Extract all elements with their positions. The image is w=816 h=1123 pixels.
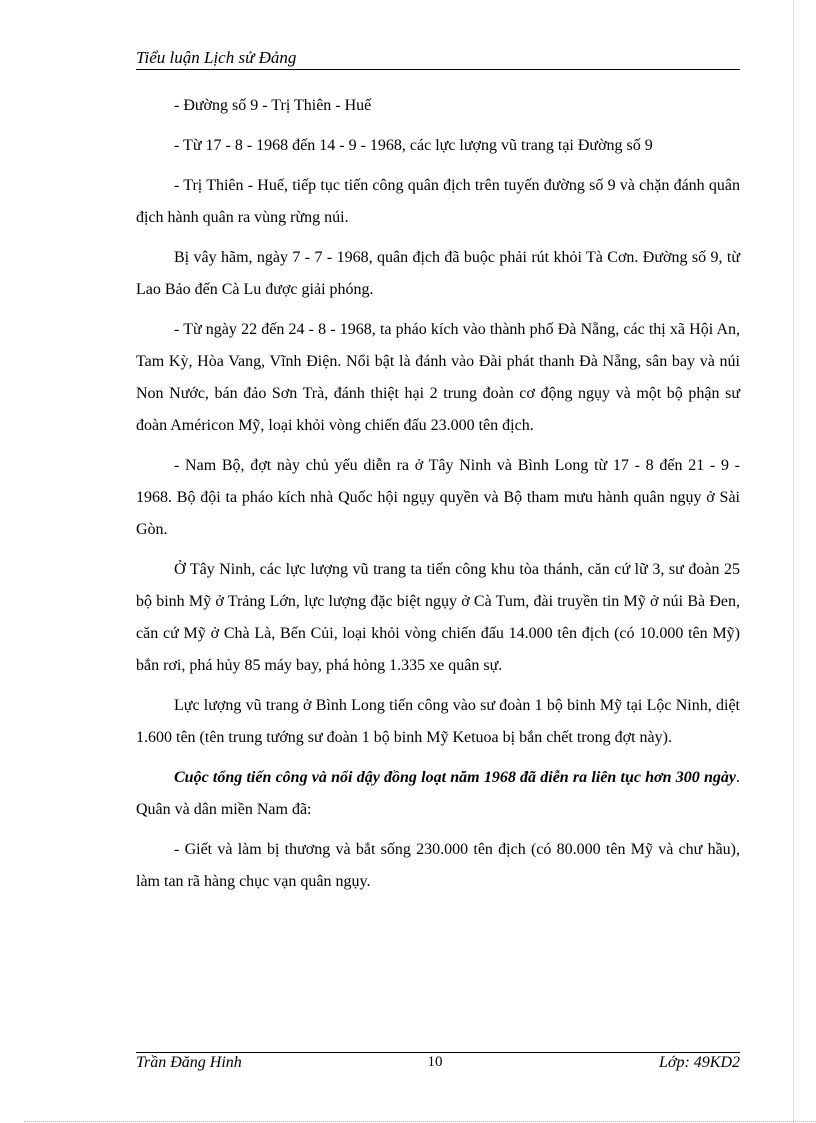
paragraph-8: Lực lượng vũ trang ở Bình Long tiến công vào sư đoàn 1 bộ binh Mỹ tại Lộc Ninh, diệt 1.600 tên (tên trung tướng sư đoàn 1 bộ binh Mỹ Ketuoa bị bắn chết trong đợt này). (136, 697, 740, 746)
paragraph-7: Ở Tây Ninh, các lực lượng vũ trang ta tiến công khu tòa thánh, căn cứ lữ 3, sư đoàn 25 bộ binh Mỹ ở Trảng Lớn, lực lượng đặc biệt ngụy ở Cà Tum, đài truyền tin Mỹ ở núi Bà Đen, căn cứ Mỹ ở Chà Là, Bến Củi, loại khỏi vòng chiến đấu 14.000 tên địch (có 10.000 tên Mỹ) bắn rơi, phá hủy 85 máy bay, phá hỏng 1.335 xe quân sự. (136, 561, 740, 674)
page-right-edge (793, 0, 794, 1123)
paragraph-4: Bị vây hãm, ngày 7 - 7 - 1968, quân địch đã buộc phải rút khỏi Tà Cơn. Đường số 9, từ Lao Bảo đến Cà Lu được giải phóng. (136, 249, 740, 298)
paragraph-6: - Nam Bộ, đợt này chủ yếu diễn ra ở Tây Ninh và Bình Long từ 17 - 8 đến 21 - 9 - 1968. Bộ đội ta pháo kích nhà Quốc hội ngụy quyền và Bộ tham mưu hành quân ngụy ở Sài Gòn. (136, 457, 740, 538)
footer-author: Trần Đăng Hinh (136, 1054, 242, 1071)
page-body (136, 90, 740, 906)
paragraph-emphasis (136, 762, 740, 826)
footer-class-label: Lớp: 49KD2 (659, 1054, 740, 1071)
paragraph-1: - Đường số 9 - Trị Thiên - Huế (174, 97, 372, 114)
emphasis-rest: . Quân và dân miền Nam đã: (136, 769, 740, 818)
header-title: Tiểu luận Lịch sử Đảng (136, 48, 297, 67)
paragraph-5: - Từ ngày 22 đến 24 - 8 - 1968, ta pháo kích vào thành phố Đà Nẵng, các thị xã Hội An, Tam Kỳ, Hòa Vang, Vĩnh Điện. Nổi bật là đánh vào Đài phát thanh Đà Nẵng, sân bay và núi Non Nước, bán đảo Sơn Trà, đánh thiệt hại 2 trung đoàn cơ động ngụy và một bộ phận sư đoàn Améric​on Mỹ, loại khỏi vòng chiến đấu 23.000 tên địch. (136, 321, 740, 434)
footer-divider (136, 1052, 740, 1053)
paragraph-3: - Trị Thiên - Huế, tiếp tục tiến công quân địch trên tuyến đường số 9 và chặn đánh quân địch hành quân ra vùng rừng núi. (136, 177, 740, 226)
paragraph-2: - Từ 17 - 8 - 1968 đến 14 - 9 - 1968, các lực lượng vũ trang tại Đường số 9 (174, 137, 653, 154)
page-number: 10 (427, 1054, 443, 1070)
page-bottom-edge (24, 1121, 816, 1122)
page-header (136, 48, 740, 70)
emphasis-text: Cuộc tổng tiến công và nổi dậy đồng loạt năm 1968 đã diễn ra liên tục hơn 300 ngày (174, 769, 736, 786)
paragraph-last: - Giết và làm bị thương và bắt sống 230.000 tên địch (có 80.000 tên Mỹ và chư hầu), làm tan rã hàng chục vạn quân ngụy. (136, 841, 740, 890)
